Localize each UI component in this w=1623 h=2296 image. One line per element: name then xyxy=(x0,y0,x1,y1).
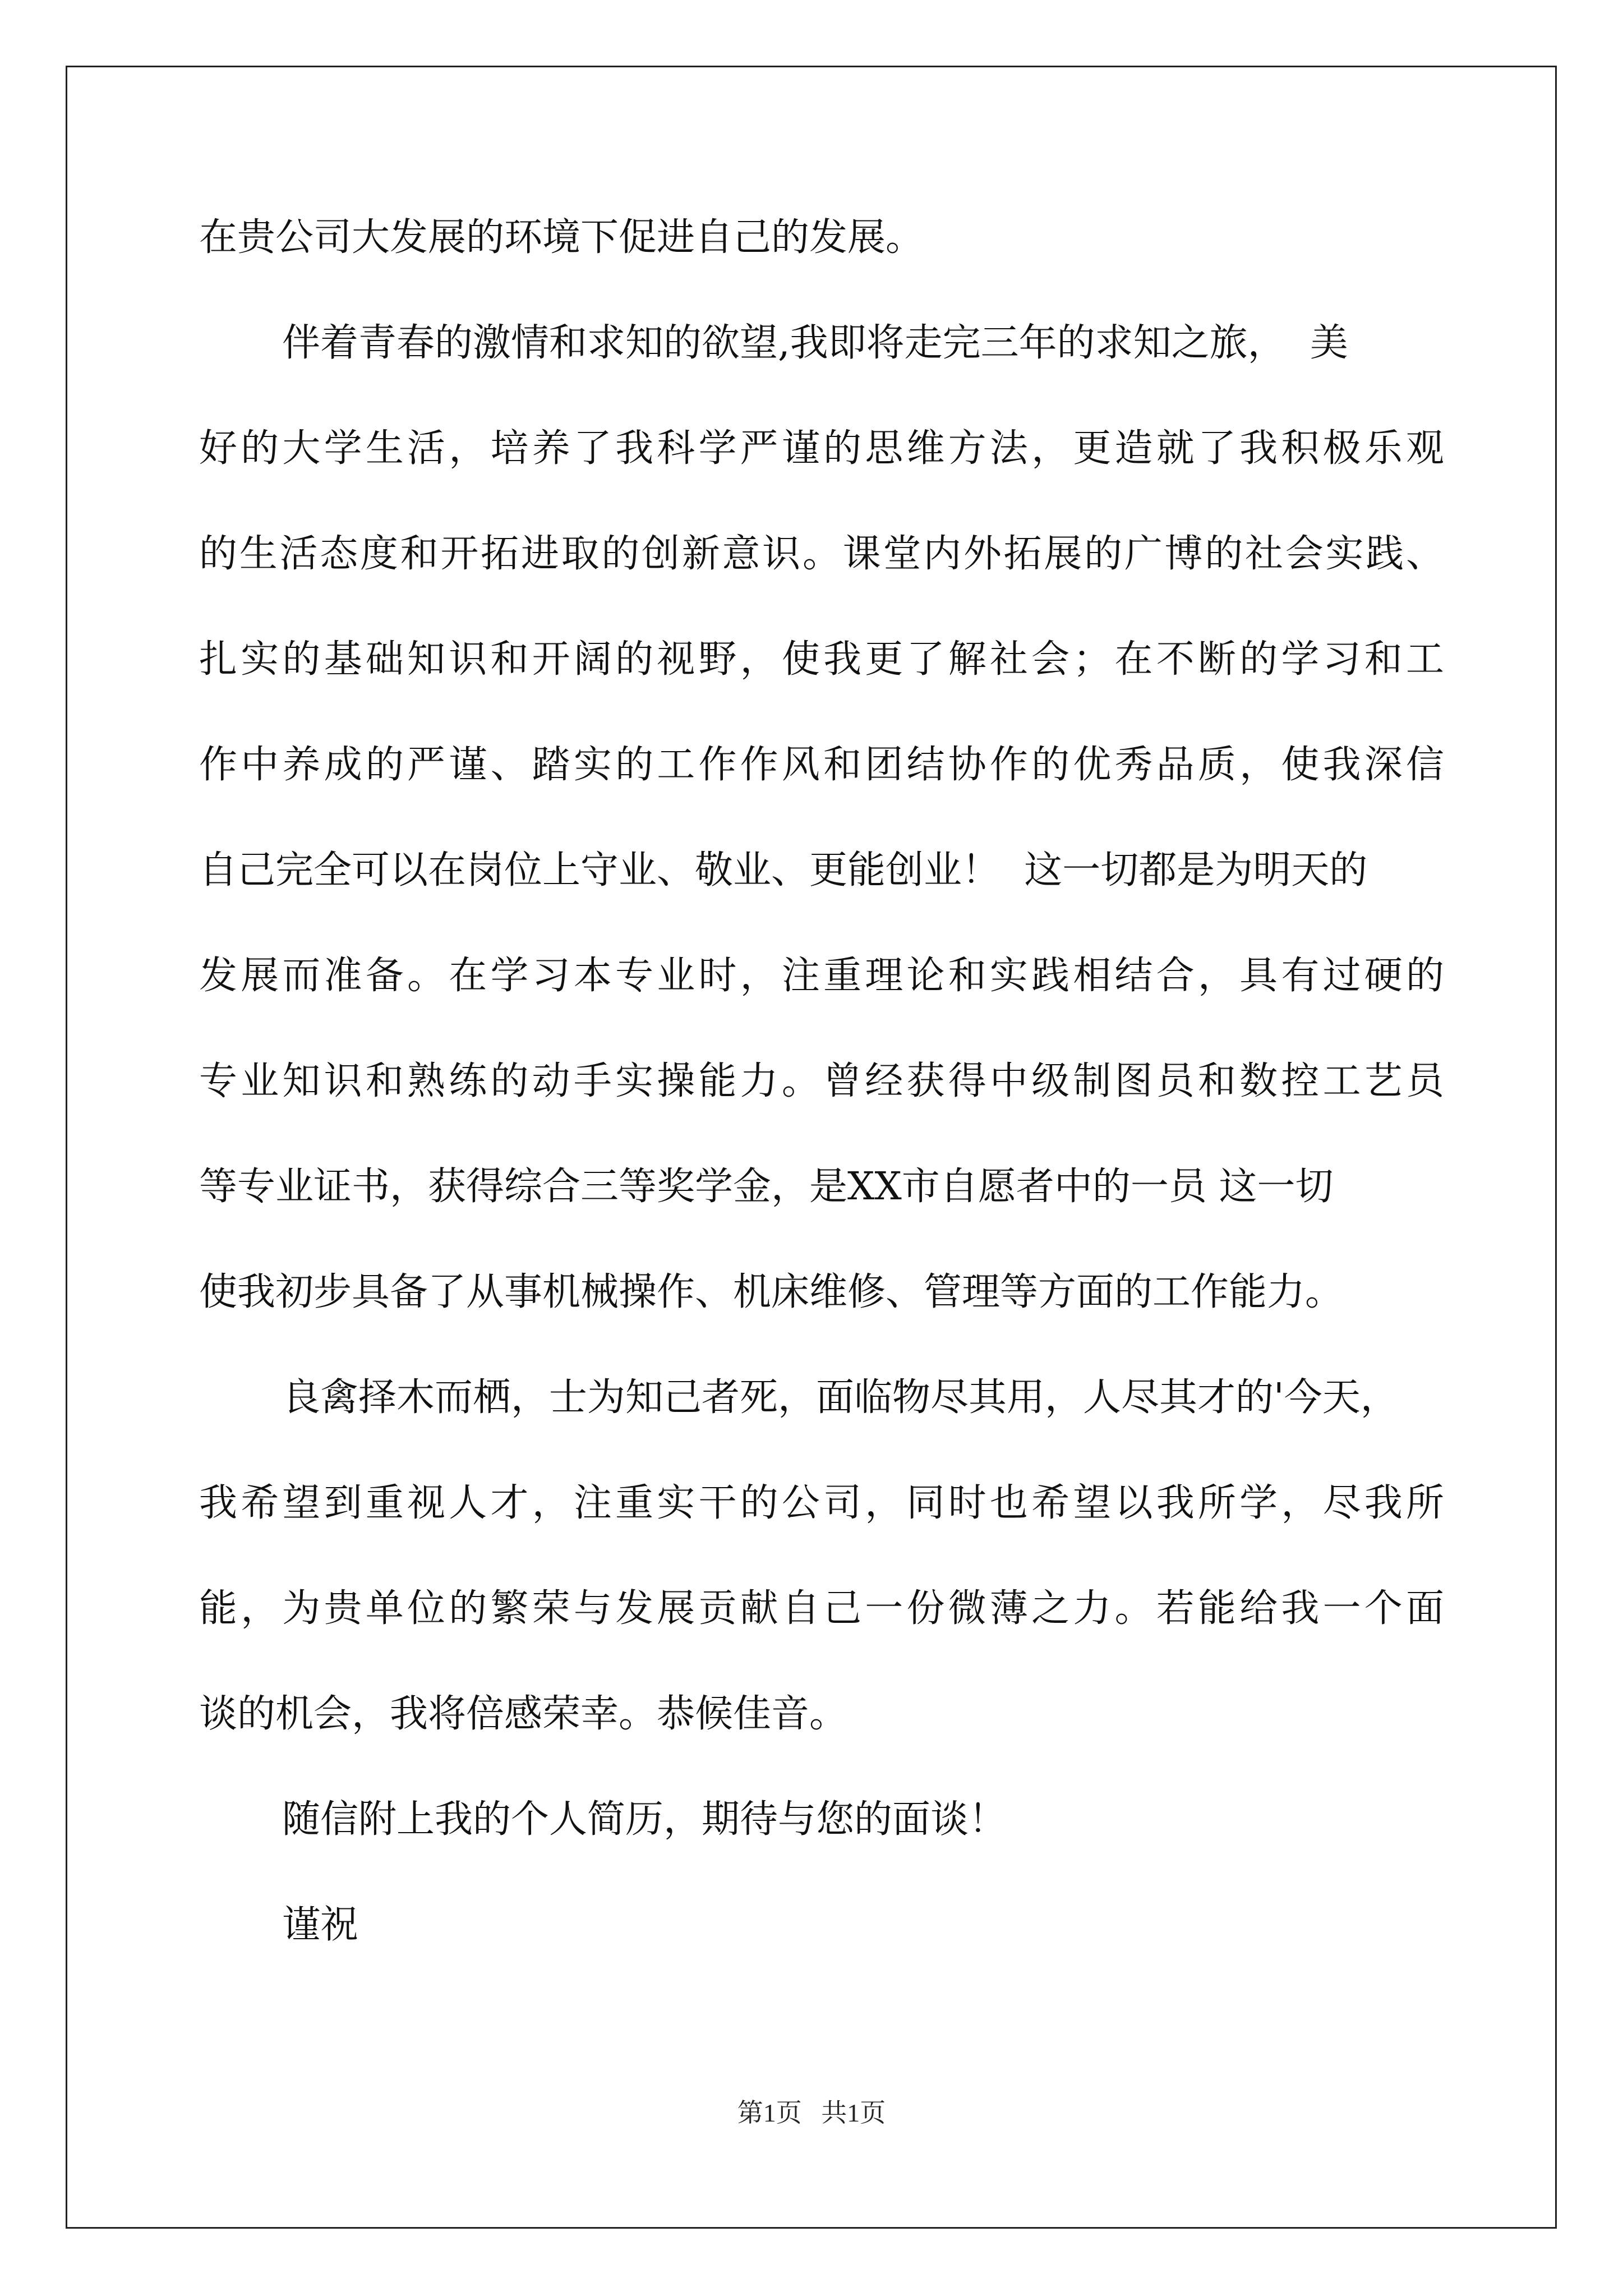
text-line: 谈的机会，我将倍感荣幸。恭候佳音。 xyxy=(199,1692,848,1736)
text-line: 能，为贵单位的繁荣与发展贡献自己一份微薄之力。若能给我一个面 xyxy=(199,1586,1444,1631)
text-line: 随信附上我的个人简历，期待与您的面谈！ xyxy=(282,1797,1007,1842)
text-line: 伴着青春的激情和求知的欲望,我即将走完三年的求知之旅， 美 xyxy=(282,321,1348,365)
letter-body xyxy=(199,185,1444,1978)
text-line: 好的大学生活，培养了我科学严谨的思维方法，更造就了我积极乐观 xyxy=(199,426,1444,471)
text-line: 等专业证书，获得综合三等奖学金，是XX市自愿者中的一员 这一切 xyxy=(199,1165,1334,1209)
text-line: 的生活态度和开拓进取的创新意识。课堂内外拓展的广博的社会实践、 xyxy=(199,532,1444,576)
text-line: 作中养成的严谨、踏实的工作作风和团结协作的优秀品质，使我深信 xyxy=(199,743,1444,787)
text-line: 自己完全可以在岗位上守业、敬业、更能创业！ 这一切都是为明天的 xyxy=(199,848,1368,892)
text-line: 谨祝 xyxy=(282,1903,359,1947)
page-number: 第1页 共1页 xyxy=(737,2099,886,2127)
text-line: 发展而准备。在学习本专业时，注重理论和实践相结合，具有过硬的 xyxy=(199,954,1444,998)
text-line: 良禽择木而栖，士为知己者死，面临物尽其用，人尽其才的'今天， xyxy=(282,1375,1399,1420)
text-line: 我希望到重视人才，注重实干的公司，同时也希望以我所学，尽我所 xyxy=(199,1481,1444,1525)
text-line: 扎实的基础知识和开阔的视野，使我更了解社会；在不断的学习和工 xyxy=(199,637,1444,682)
text-line: 使我初步具备了从事机械操作、机床维修、管理等方面的工作能力。 xyxy=(199,1270,1344,1314)
text-line: 专业知识和熟练的动手实操能力。曾经获得中级制图员和数控工艺员 xyxy=(199,1059,1444,1103)
text-line: 在贵公司大发展的环境下促进自己的发展。 xyxy=(199,215,924,260)
